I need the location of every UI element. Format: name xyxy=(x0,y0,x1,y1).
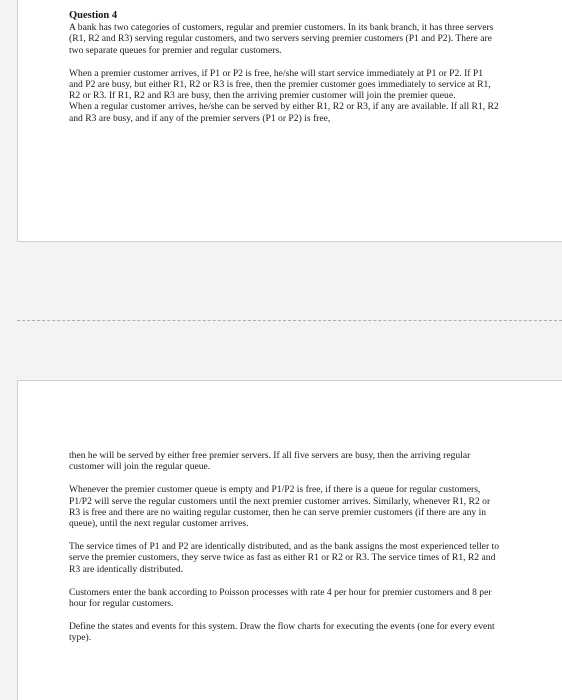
question-title: Question 4 xyxy=(69,10,118,21)
question-text-top xyxy=(69,10,499,136)
paragraph-arrival-rates: Customers enter the bank according to Poisson processes with rate 4 per hour for premier customers and 8 per hour for regular customers. xyxy=(69,586,492,610)
paragraph-intro: A bank has two categories of customers, regular and premier customers. In its bank branch, it has three servers (R1, R2 and R3) serving regular customers, and two servers serving premier customers (P1 and P2). There are two separate queues for premier and regular customers. xyxy=(69,22,494,56)
paragraph-queue-rules: Whenever the premier customer queue is empty and P1/P2 is free, if there is a queue for regular customers, P1/P2 will serve the regular customers until the next premier customer arrives. Similarly, whenever R1, R2 or R3 is free and there are no waiting regular customer, then he can serve premier customers (if there are any in queue), until the next regular customer arrives. xyxy=(69,484,491,530)
paragraph-task: Define the states and events for this system. Draw the flow charts for executing the events (one for every event type). xyxy=(69,621,495,644)
page-break-divider xyxy=(17,320,562,321)
question-text-bottom xyxy=(69,450,499,656)
paragraph-regular-arrival: When a regular customer arrives, he/she can be served by either R1, R2 or R3, if any are available. If all R1, R2 and R3 are busy, and if any of the premier servers (P1 or P2) is free, xyxy=(69,101,499,124)
paragraph-premier-arrival: When a premier customer arrives, if P1 or P2 is free, he/she will start service immediately at P1 or P2. If P1 and P2 are busy, but either R1, R2 or R3 is free, then the premier customer goes immediately to service at R1, R2 or R3. If R1, R2 and R3 are busy, then the arriving premier customer will join the premier queue. xyxy=(69,67,491,102)
paragraph-regular-continued: then he will be served by either free premier servers. If all five servers are busy, then the arriving regular customer will join the regular queue. xyxy=(69,450,471,473)
paragraph-service-times: The service times of P1 and P2 are identically distributed, and as the bank assigns the most experienced teller to serve the premier customers, they serve twice as fast as either R1 or R2 or R3. The service times of R1, R2 and R3 are identically distributed. xyxy=(69,541,499,575)
